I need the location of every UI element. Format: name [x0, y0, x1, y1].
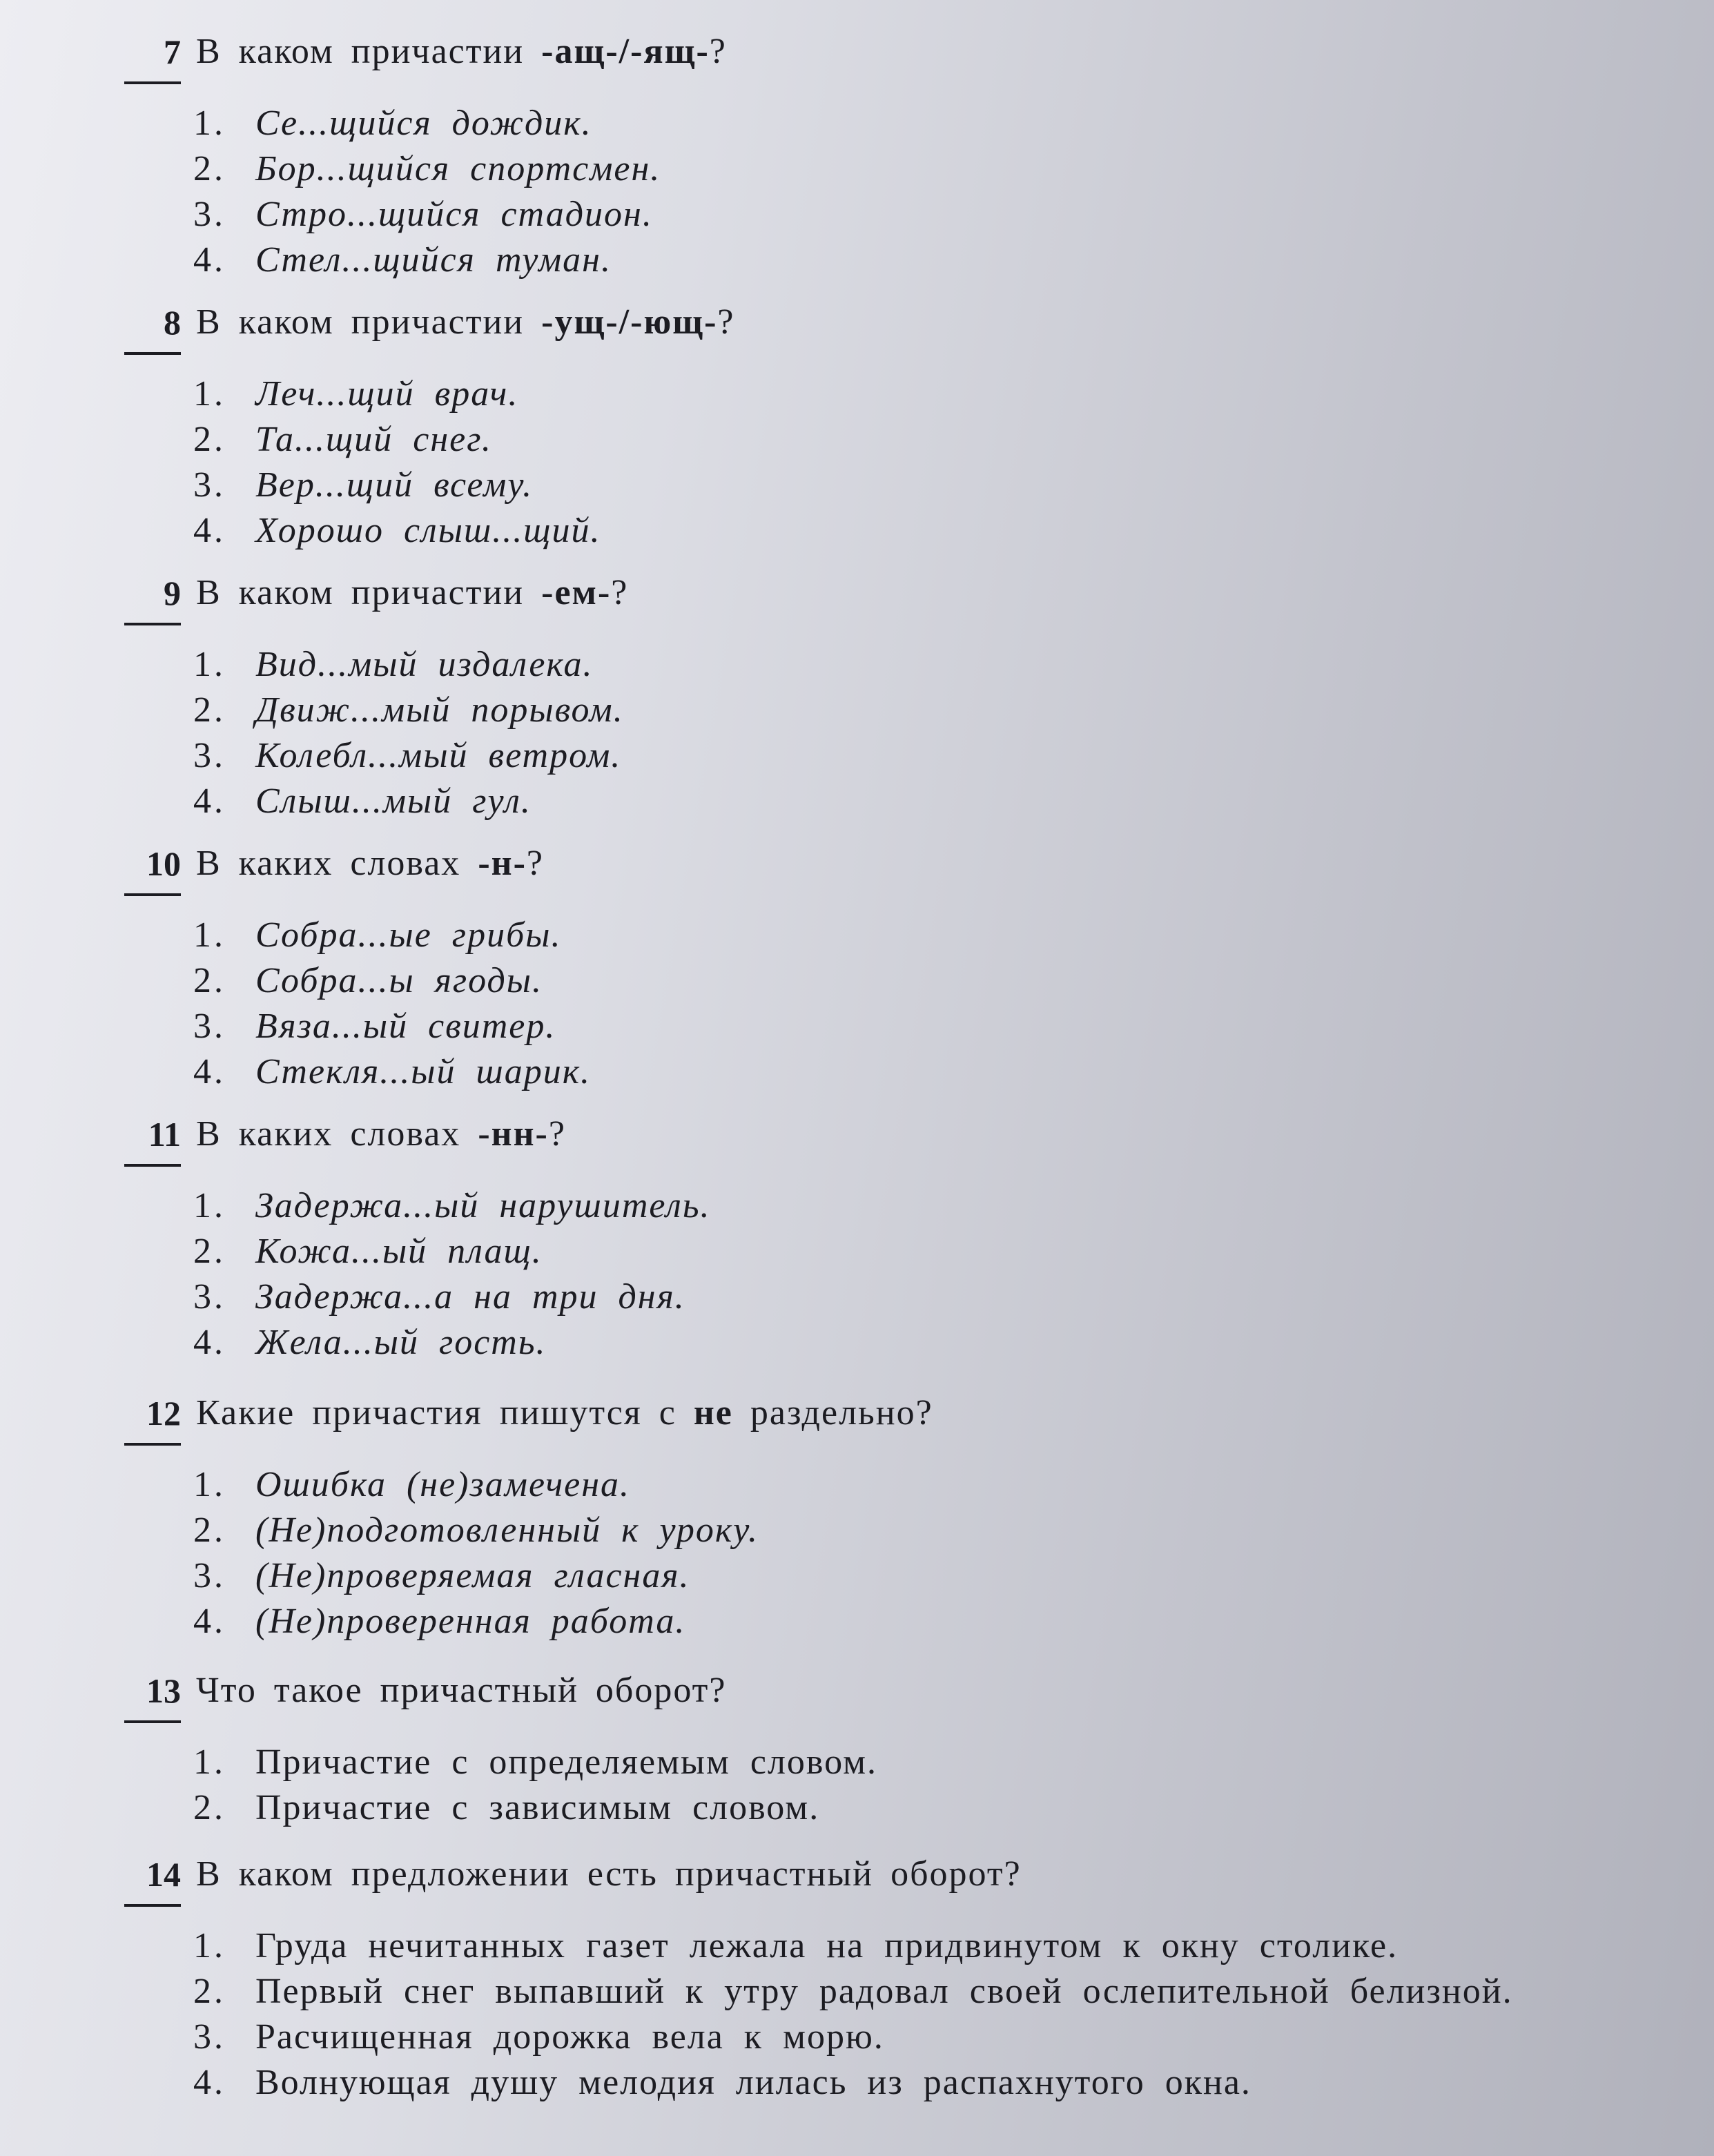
option: 3. Вяза...ый свитер.	[193, 1007, 556, 1046]
option: 2. Первый снег выпавший к утру радовал своей ослепительной белизной.	[193, 1972, 1513, 2011]
option: 4. Волнующая душу мелодия лилась из распахнутого окна.	[193, 2063, 1252, 2102]
option: 4. Жела...ый гость.	[193, 1323, 547, 1362]
options-list	[193, 913, 591, 1095]
option: 4. Стекля...ый шарик.	[193, 1052, 592, 1091]
question-text: Что такое причастный оборот?	[196, 1671, 727, 1710]
question-7	[124, 25, 1698, 280]
question-number: 11	[148, 1115, 181, 1154]
option: 4. Стел...щийся туман.	[193, 240, 612, 280]
question-text: В каком причастии -ащ-/-ящ-?	[196, 32, 727, 71]
option: 3. Расчищенная дорожка вела к морю.	[193, 2017, 884, 2057]
options-list	[193, 371, 601, 554]
question-12	[124, 1386, 1698, 1641]
option: 1. Ошибка (не)замечена.	[193, 1465, 631, 1504]
question-header	[124, 25, 1698, 79]
question-text: В каких словах -нн-?	[196, 1114, 566, 1154]
option: 2. Бор...щийся спортсмен.	[193, 149, 661, 188]
option: 1. Причастие с определяемым словом.	[193, 1742, 878, 1782]
question-text: В каком причастии -ущ-/-ющ-?	[196, 302, 735, 342]
question-number: 8	[164, 303, 181, 342]
question-number: 14	[146, 1855, 181, 1894]
option: 3. Задержа...а на три дня.	[193, 1277, 685, 1317]
question-header	[124, 837, 1698, 891]
option: 3. Вер...щий всему.	[193, 465, 534, 505]
question-text: В каком предложении есть причастный оборот?	[196, 1854, 1022, 1894]
question-11	[124, 1107, 1698, 1362]
question-header	[124, 1386, 1698, 1440]
question-9	[124, 566, 1698, 821]
answer-blank	[124, 1904, 181, 1907]
question-14	[124, 1847, 1698, 2102]
question-13	[124, 1664, 1698, 1827]
options-list	[193, 642, 624, 824]
options-list	[193, 1923, 1513, 2106]
answer-blank	[124, 623, 181, 625]
option: 2. Движ...мый порывом.	[193, 690, 624, 730]
question-header	[124, 1107, 1698, 1161]
option: 3. Колебл...мый ветром.	[193, 736, 622, 775]
option: 1. Леч...щий врач.	[193, 374, 519, 414]
option: 2. (Не)подготовленный к уроку.	[193, 1511, 759, 1550]
question-8	[124, 295, 1698, 550]
option: 1. Собра...ые грибы.	[193, 915, 562, 955]
option: 4. (Не)проверенная работа.	[193, 1602, 686, 1641]
question-header	[124, 566, 1698, 620]
question-header	[124, 1664, 1698, 1718]
question-number: 12	[146, 1394, 181, 1433]
answer-blank	[124, 1720, 181, 1723]
question-number: 13	[146, 1671, 181, 1710]
option: 4. Слыш...мый гул.	[193, 781, 532, 821]
answer-blank	[124, 1443, 181, 1446]
option: 2. Та...щий снег.	[193, 420, 492, 459]
option: 2. Собра...ы ягоды.	[193, 961, 543, 1000]
answer-blank	[124, 893, 181, 896]
option: 2. Кожа...ый плащ.	[193, 1232, 543, 1271]
option: 1. Задержа...ый нарушитель.	[193, 1186, 711, 1225]
options-list	[193, 1183, 711, 1366]
option: 1. Се...щийся дождик.	[193, 104, 592, 143]
question-text: В каком причастии -ем-?	[196, 573, 629, 612]
question-10	[124, 837, 1698, 1091]
option: 3. (Не)проверяемая гласная.	[193, 1556, 690, 1595]
option: 3. Стро...щийся стадион.	[193, 195, 653, 234]
question-text: В каких словах -н-?	[196, 844, 544, 883]
answer-blank	[124, 81, 181, 84]
question-number: 9	[164, 574, 181, 612]
answer-blank	[124, 352, 181, 355]
question-text: Какие причастия пишутся с не раздельно?	[196, 1393, 933, 1433]
options-list	[193, 1740, 877, 1831]
option: 2. Причастие с зависимым словом.	[193, 1788, 820, 1827]
question-header	[124, 295, 1698, 349]
answer-blank	[124, 1164, 181, 1167]
options-list	[193, 101, 661, 283]
question-number: 10	[146, 844, 181, 883]
option: 1. Вид...мый издалека.	[193, 645, 594, 684]
question-number: 7	[164, 32, 181, 71]
option: 4. Хорошо слыш...щий.	[193, 511, 601, 550]
option: 1. Груда нечитанных газет лежала на придвинутом к окну столике.	[193, 1926, 1399, 1965]
question-header	[124, 1847, 1698, 1901]
options-list	[193, 1462, 759, 1644]
